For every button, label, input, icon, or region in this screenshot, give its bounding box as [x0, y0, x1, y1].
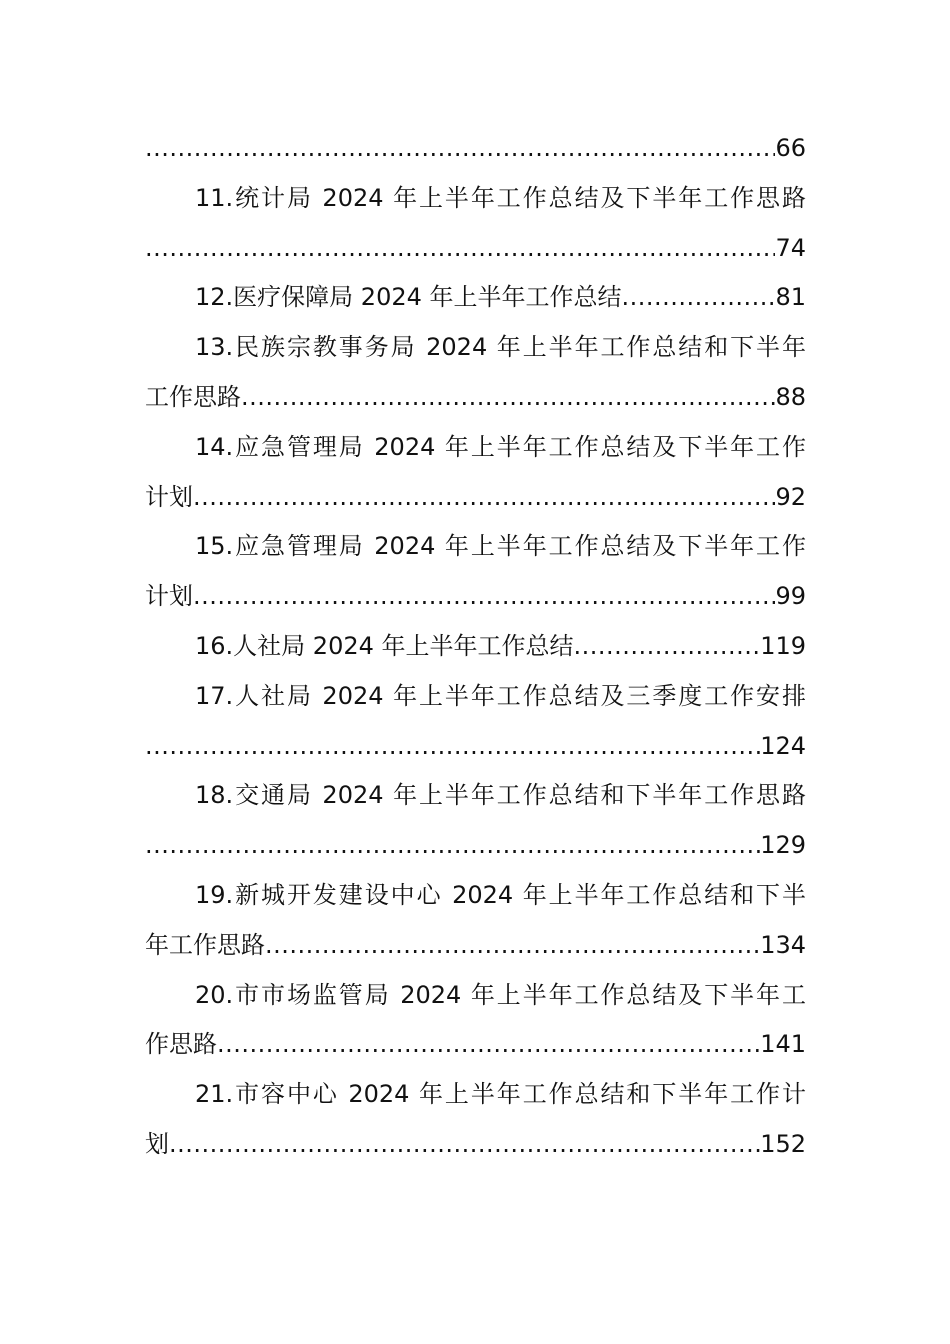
toc-line[interactable]: [145, 871, 806, 921]
toc-page-number: 81: [775, 283, 806, 312]
toc-line[interactable]: [145, 1120, 806, 1170]
toc-page-number: 134: [760, 930, 806, 959]
toc-line[interactable]: [145, 672, 806, 722]
toc-entry-title: 16.人社局 2024 年上半年工作总结: [195, 631, 574, 660]
toc-entry-title: 工作思路: [145, 382, 241, 411]
toc-entry-title: 11.统计局 2024 年上半年工作总结及下半年工作思路: [195, 183, 806, 212]
toc-entry-title: 17.人社局 2024 年上半年工作总结及三季度工作安排: [195, 681, 806, 710]
toc-entry-title: 年工作思路: [145, 930, 265, 959]
toc-entry-title: 作思路: [145, 1030, 217, 1059]
toc-entry-title: 15.应急管理局 2024 年上半年工作总结及下半年工作: [195, 532, 806, 561]
dot-leader: [574, 622, 761, 672]
toc-entry-title: 19.新城开发建设中心 2024 年上半年工作总结和下半: [195, 880, 806, 909]
toc-page-number: 66: [775, 134, 806, 162]
toc-page-number: 99: [775, 582, 806, 611]
toc-line[interactable]: [145, 622, 806, 672]
dot-leader: [622, 273, 776, 323]
toc-page-number: 119: [760, 631, 806, 660]
toc-entry-title: 14.应急管理局 2024 年上半年工作总结及下半年工作: [195, 432, 806, 461]
toc-entry-title: 21.市容中心 2024 年上半年工作总结和下半年工作计: [195, 1080, 806, 1109]
toc-line[interactable]: [145, 522, 806, 572]
toc-line[interactable]: [145, 473, 806, 523]
toc-page-number: 74: [775, 233, 806, 262]
toc-entry-title: 13.民族宗教事务局 2024 年上半年工作总结和下半年: [195, 333, 806, 362]
toc-line[interactable]: [145, 921, 806, 971]
toc-page-number: 129: [760, 831, 806, 860]
toc-page-number: 88: [775, 382, 806, 411]
toc-line[interactable]: [145, 373, 806, 423]
dot-leader: [145, 722, 760, 772]
toc-line[interactable]: [145, 722, 806, 772]
toc-page-number: 141: [760, 1030, 806, 1059]
toc-page-number: 92: [775, 482, 806, 511]
toc-entry-title: 12.医疗保障局 2024 年上半年工作总结: [195, 283, 622, 312]
dot-leader: [145, 224, 775, 274]
toc-line[interactable]: [145, 423, 806, 473]
dot-leader: [217, 1020, 760, 1070]
dot-leader: [193, 572, 775, 622]
toc-line[interactable]: [145, 821, 806, 871]
dot-leader: [145, 124, 775, 174]
toc-line[interactable]: [145, 572, 806, 622]
toc-entry-title: 18.交通局 2024 年上半年工作总结和下半年工作思路: [195, 781, 806, 810]
toc-page-number: 152: [760, 1129, 806, 1158]
toc-entry-title: 20.市市场监管局 2024 年上半年工作总结及下半年工: [195, 980, 806, 1009]
toc-line[interactable]: [145, 273, 806, 323]
toc-line[interactable]: [145, 124, 806, 174]
toc-line[interactable]: [145, 323, 806, 373]
toc-line[interactable]: [145, 771, 806, 821]
dot-leader: [193, 473, 775, 523]
toc-page-number: 124: [760, 731, 806, 760]
toc-line[interactable]: [145, 1070, 806, 1120]
dot-leader: [241, 373, 775, 423]
toc-entry-title: 划: [145, 1129, 169, 1158]
toc-line[interactable]: [145, 224, 806, 274]
toc-line[interactable]: [145, 971, 806, 1021]
toc-entry-title: 计划: [145, 482, 193, 511]
toc-line[interactable]: [145, 174, 806, 224]
dot-leader: [265, 921, 760, 971]
toc-line[interactable]: [145, 1020, 806, 1070]
dot-leader: [169, 1120, 760, 1170]
dot-leader: [145, 821, 760, 871]
toc-entry-title: 计划: [145, 582, 193, 611]
table-of-contents: [145, 124, 806, 1170]
